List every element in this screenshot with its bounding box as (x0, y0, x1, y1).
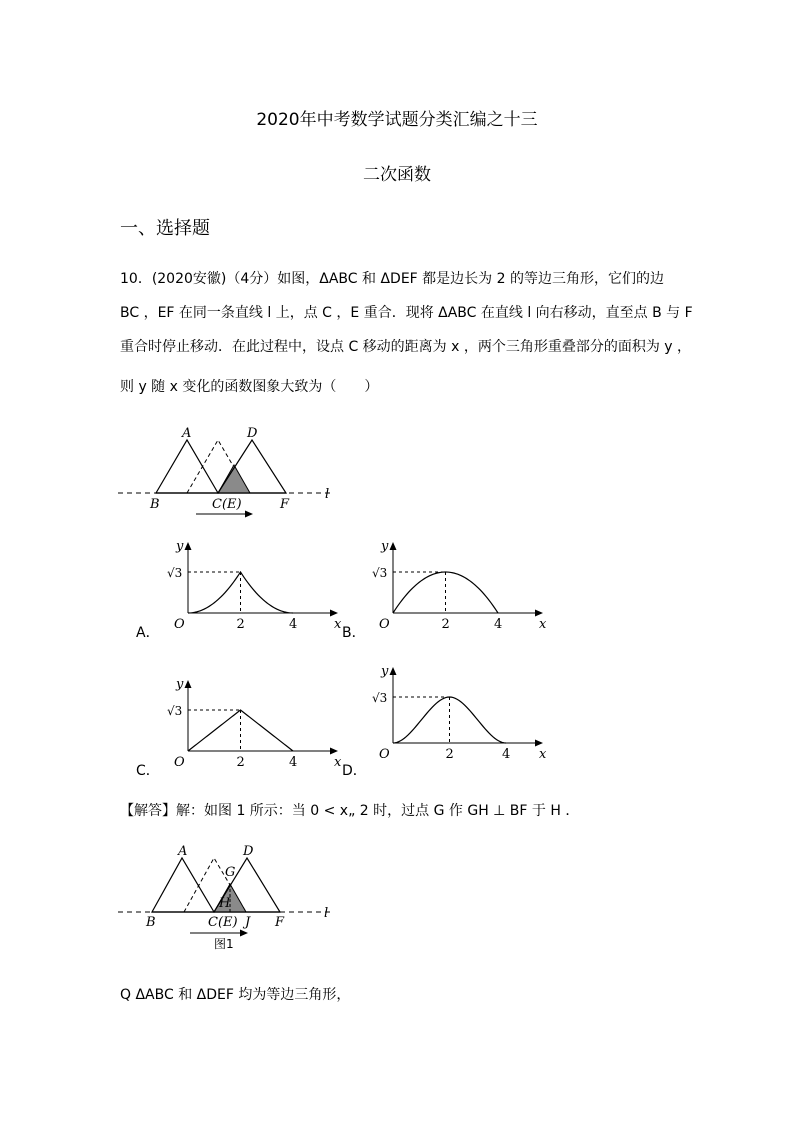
option-d-graph[interactable] (370, 655, 547, 765)
label-ce: C(E) (212, 497, 242, 512)
option-a-graph[interactable] (165, 535, 342, 635)
y-axis-label: y (176, 677, 184, 692)
x-axis-arrow (535, 740, 543, 747)
triangle-abc (156, 440, 218, 493)
x-tick-4: 4 (502, 747, 511, 762)
x-tick-4: 4 (494, 617, 503, 632)
label-f: F (275, 915, 285, 930)
x-axis-label: x (334, 755, 342, 770)
label-l: l (324, 906, 329, 921)
figure-1 (118, 840, 348, 955)
x-tick-2: 2 (445, 747, 454, 762)
origin-label: O (379, 747, 390, 762)
option-a-label[interactable]: A． (136, 625, 160, 641)
y-tick-sqrt3: √3 (372, 566, 388, 580)
section-heading: 一、选择题 (120, 218, 210, 239)
label-g: G (225, 865, 236, 880)
x-axis-arrow (330, 748, 338, 755)
option-b-graph[interactable] (370, 535, 547, 635)
question-line-4: 则 y 随 x 变化的函数图象大致为（ ） (120, 379, 379, 395)
x-tick-4: 4 (289, 755, 298, 770)
answer-intro: 【解答】解：如图 1 所示：当 0 < x„ 2 时，过点 G 作 GH ⊥ BF 于 H ． (120, 803, 580, 819)
x-tick-4: 4 (289, 617, 298, 632)
origin-label: O (379, 617, 390, 632)
option-c-graph[interactable] (165, 673, 342, 773)
x-axis-label: x (334, 617, 342, 632)
x-tick-2: 2 (236, 617, 245, 632)
y-axis-arrow (390, 542, 397, 550)
label-a: A (182, 426, 192, 441)
label-d: D (247, 426, 258, 441)
label-b: B (150, 497, 160, 512)
label-b: B (146, 915, 156, 930)
label-f: F (280, 497, 290, 512)
label-j: J (245, 915, 251, 930)
question-line-1: 10．(2020安徽)（4分）如图，ΔABC 和 ΔDEF 都是边长为 2 的等边三角形，它们的边 (120, 271, 664, 287)
x-axis-arrow (535, 610, 543, 617)
figure-caption: 图1 (214, 937, 234, 951)
y-tick-sqrt3: √3 (167, 704, 183, 718)
option-c-label[interactable]: C． (136, 763, 160, 779)
question-line-2: BC ，EF 在同一条直线 l 上，点 C ，E 重合．现将 ΔABC 在直线 l 向右移动，直至点 B 与 F (120, 305, 693, 321)
y-axis-arrow (185, 680, 192, 688)
option-b-label[interactable]: B． (342, 625, 366, 641)
answer-conclusion: Q ΔABC 和 ΔDEF 均为等边三角形， (120, 987, 351, 1003)
y-tick-sqrt3: √3 (167, 566, 183, 580)
origin-label: O (174, 755, 185, 770)
overlap-region (218, 465, 250, 493)
x-tick-2: 2 (441, 617, 450, 632)
y-axis-label: y (381, 539, 389, 554)
x-axis-label: x (539, 617, 547, 632)
main-triangles-figure (118, 420, 348, 525)
x-axis-label: x (539, 747, 547, 762)
doc-title: 2020年中考数学试题分类汇编之十三 (256, 110, 538, 130)
label-d: D (243, 844, 254, 859)
y-axis-label: y (176, 539, 184, 554)
label-ce: C(E) (208, 915, 238, 930)
y-axis-arrow (185, 542, 192, 550)
option-d-label[interactable]: D． (342, 763, 367, 779)
x-axis-arrow (330, 610, 338, 617)
y-tick-sqrt3: √3 (372, 691, 388, 705)
label-a: A (178, 844, 188, 859)
question-line-3: 重合时停止移动．在此过程中，设点 C 移动的距离为 x ，两个三角形重叠部分的面积为 y ， (120, 339, 692, 355)
label-l: l (325, 487, 330, 502)
triangle-abc (152, 858, 214, 912)
label-h: H (219, 896, 231, 911)
x-tick-2: 2 (236, 755, 245, 770)
y-axis-label: y (381, 664, 389, 679)
y-axis-arrow (390, 667, 397, 675)
doc-subtitle: 二次函数 (363, 165, 431, 185)
origin-label: O (174, 617, 185, 632)
